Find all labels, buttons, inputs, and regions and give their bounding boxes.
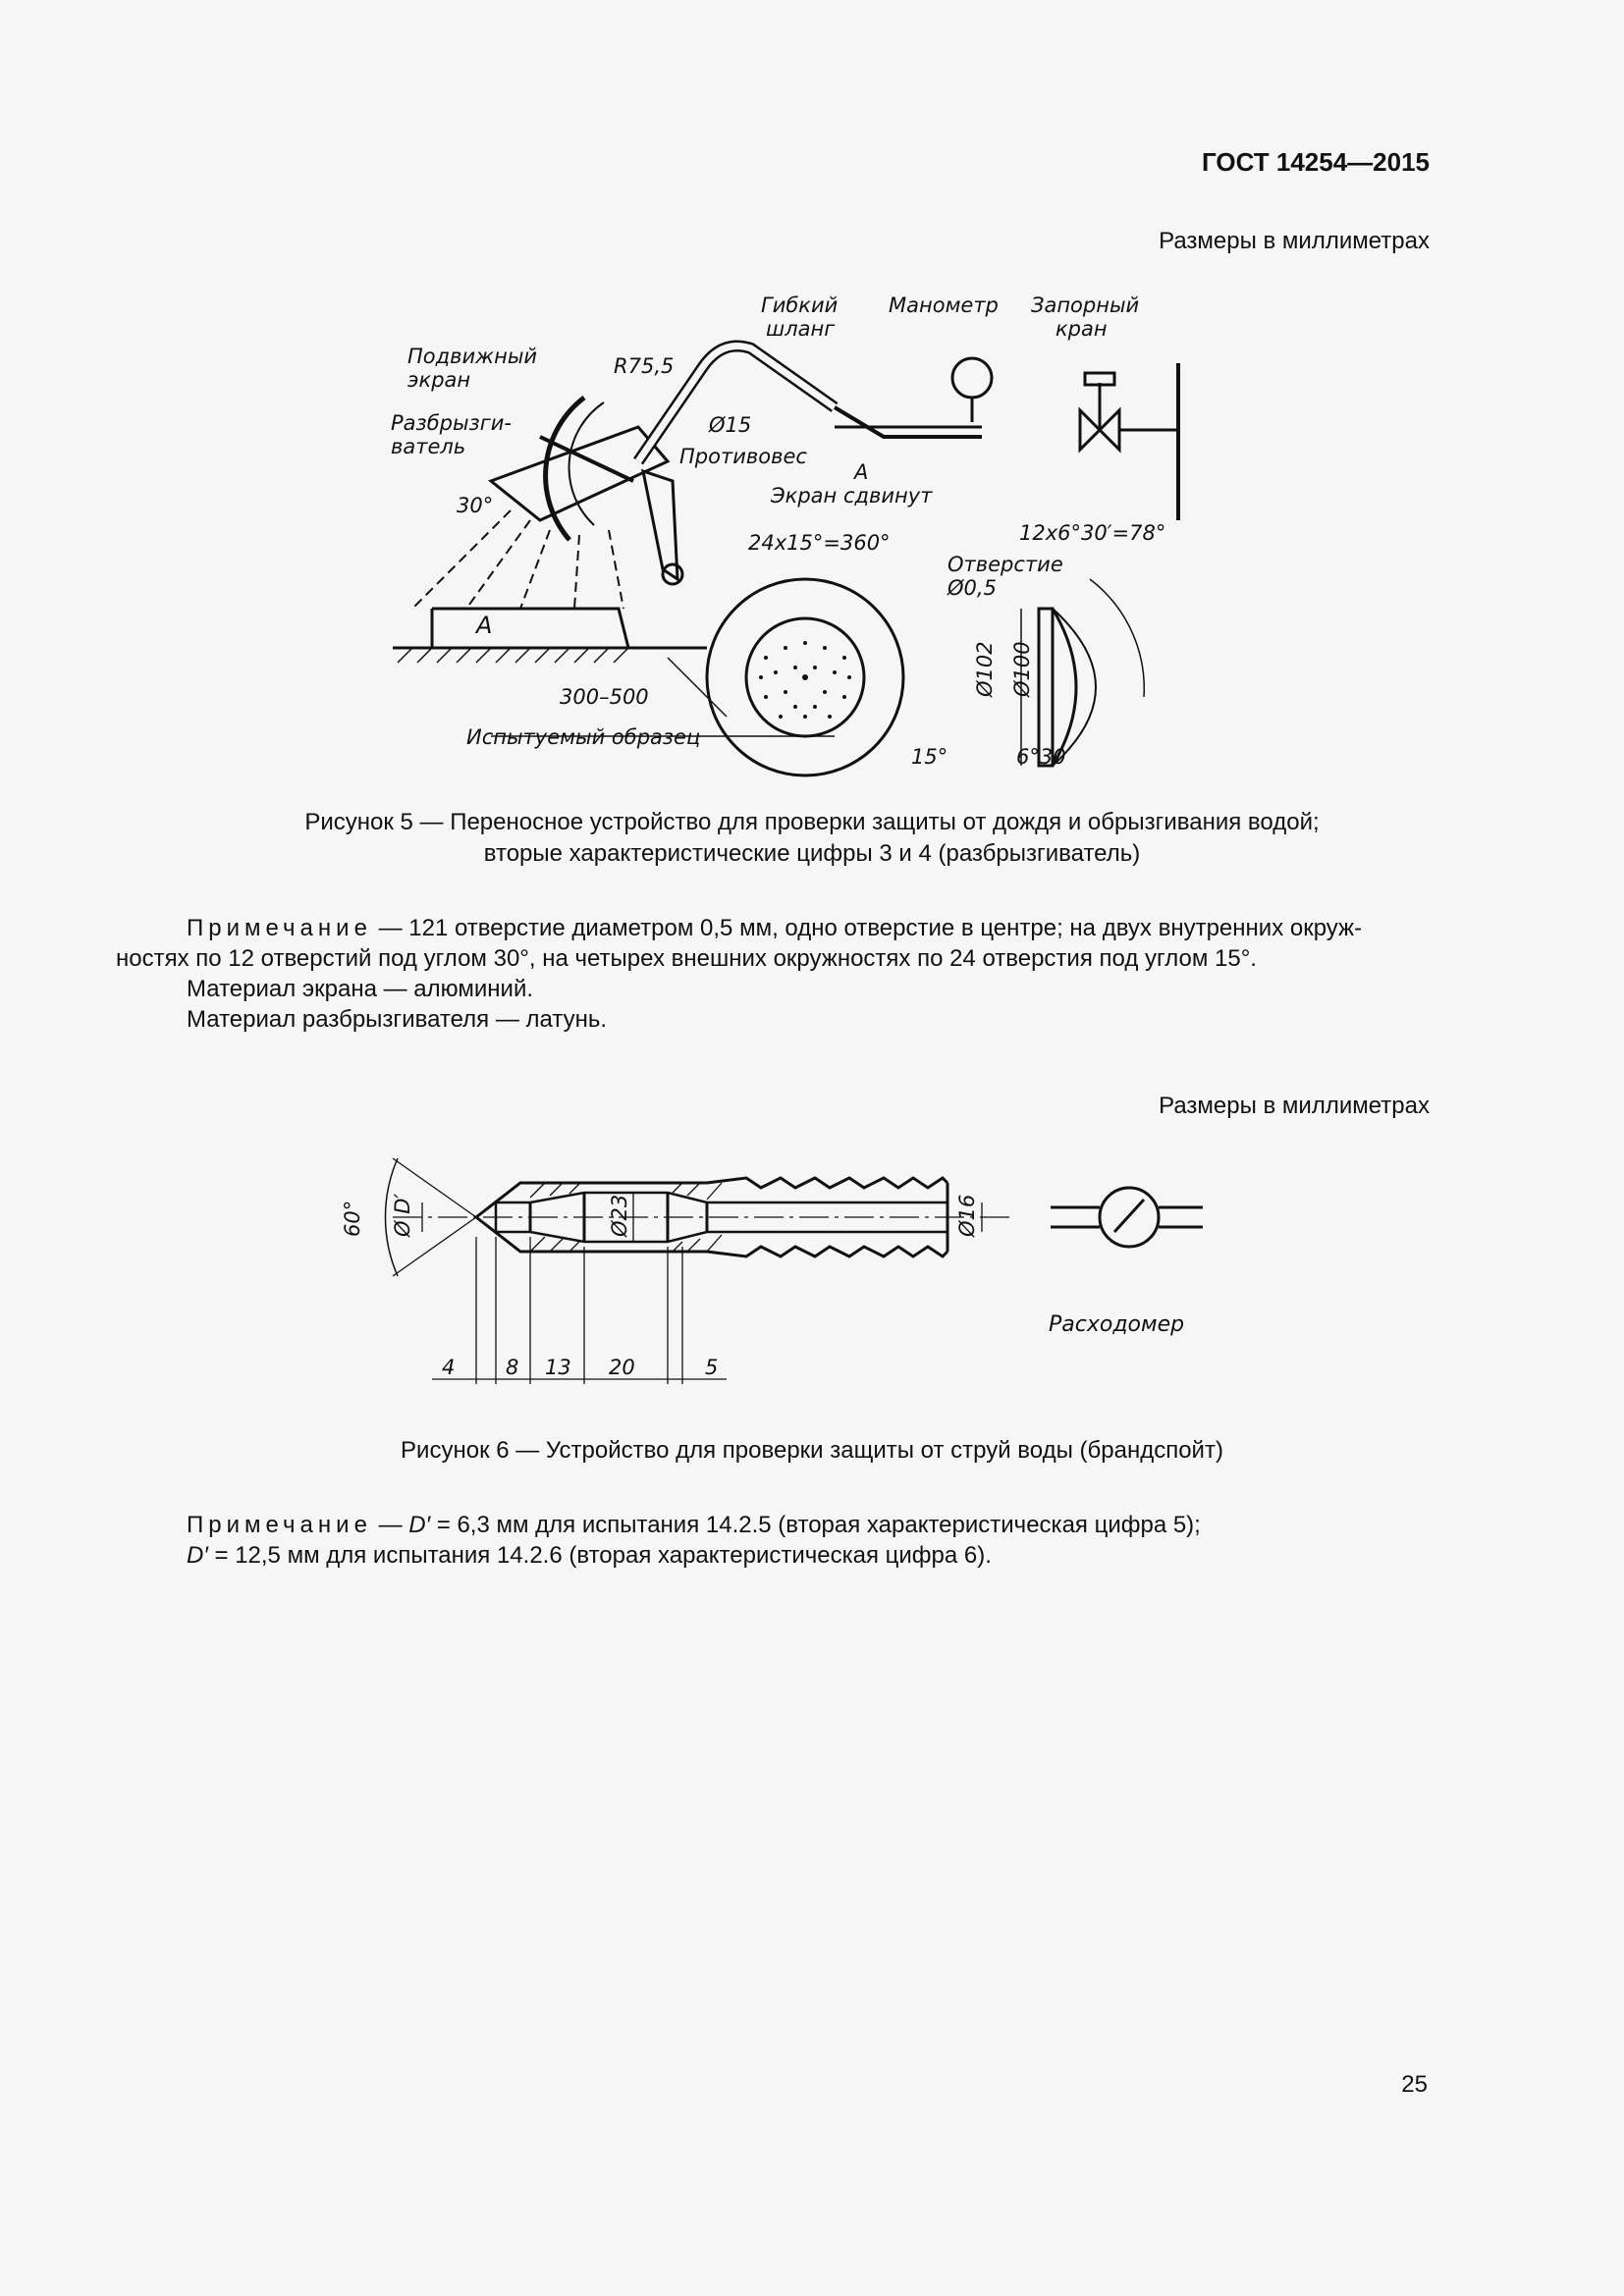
figure5-units: Размеры в миллиметрах [1159, 228, 1430, 254]
label-screen-1: Подвижный [407, 345, 538, 368]
figure5-caption: Рисунок 5 — Переносное устройство для проверки защиты от дождя и обрызгивания водой; вторые характеристические цифры 3 и 4 (разбрызгиватель) [304, 809, 1320, 867]
label-sprayer-1: Разбрызги- [391, 411, 512, 435]
label-holes-pattern: 24x15°=360° [748, 531, 891, 555]
figure6-note: Примечание — D′ = 6,3 мм для испытания 14.2.5 (вторая характеристическая цифра 5); D′ = 12,5 мм для испытания 14.2.6 (вторая характеристическая цифра 6). [187, 1512, 1201, 1569]
label-valve-2: кран [1056, 317, 1108, 341]
figure6-caption: Рисунок 6 — Устройство для проверки защиты от струй воды (брандспойт) [401, 1437, 1223, 1464]
label-screen-moved: Экран сдвинут [771, 484, 933, 507]
label-holes-pattern2: 12x6°30′=78° [1019, 521, 1166, 545]
dim-4: 4 [442, 1356, 456, 1379]
material-sprayer: Материал разбрызгивателя — латунь. [187, 1006, 608, 1033]
label-d16: Ø16 [955, 1194, 979, 1237]
figure5-note: Примечание — 121 отверстие диаметром 0,5 мм, одно отверстие в центре; на двух внутренних окруж- ностях по 12 отверстий под углом 30°, на четырех внешних окружностях по 24 отверстия под углом 15°. Материал экрана — алюминий. Материал разбрызгивателя — латунь. [116, 913, 1432, 1035]
label-a: А [476, 612, 493, 639]
figure5-drawing [373, 285, 1188, 795]
label-hole-2: Ø0,5 [947, 576, 997, 600]
label-view-a: А [854, 460, 869, 484]
label-dprime: Ø D′ [391, 1193, 414, 1237]
document-header: ГОСТ 14254—2015 [1202, 147, 1430, 177]
label-radius: R75,5 [614, 354, 675, 378]
label-flowmeter: Расходомер [1049, 1312, 1185, 1337]
label-angle60: 60° [341, 1200, 364, 1237]
figure6-units: Размеры в миллиметрах [1159, 1093, 1430, 1119]
label-d102: Ø102 [973, 641, 997, 697]
label-sprayer-2: ватель [391, 435, 466, 458]
dim-8: 8 [506, 1356, 519, 1379]
dim-5: 5 [705, 1356, 719, 1379]
label-d100: Ø100 [1010, 641, 1034, 697]
label-angle6: 6°30′ [1016, 745, 1071, 769]
label-valve-1: Запорный [1031, 294, 1140, 317]
label-angle30: 30° [457, 494, 494, 517]
label-hose-1: Гибкий [761, 294, 839, 317]
dim-13: 13 [545, 1356, 571, 1379]
note-label: Примечание [187, 915, 372, 941]
label-specimen: Испытуемый образец [466, 725, 701, 749]
label-manometer: Манометр [889, 294, 999, 317]
dim-20: 20 [609, 1356, 635, 1379]
material-screen: Материал экрана — алюминий. [187, 976, 534, 1002]
label-d15: Ø15 [709, 413, 752, 437]
figure6-drawing [334, 1139, 1237, 1404]
label-hole-1: Отверстие [947, 553, 1063, 576]
label-counterweight: Противовес [679, 445, 807, 468]
label-d23: Ø23 [608, 1194, 631, 1237]
label-hose-2: шланг [766, 317, 836, 341]
page-number: 25 [1401, 2071, 1428, 2098]
label-screen-2: экран [407, 368, 471, 392]
label-distance: 300–500 [560, 685, 649, 709]
label-angle15: 15° [911, 745, 948, 769]
